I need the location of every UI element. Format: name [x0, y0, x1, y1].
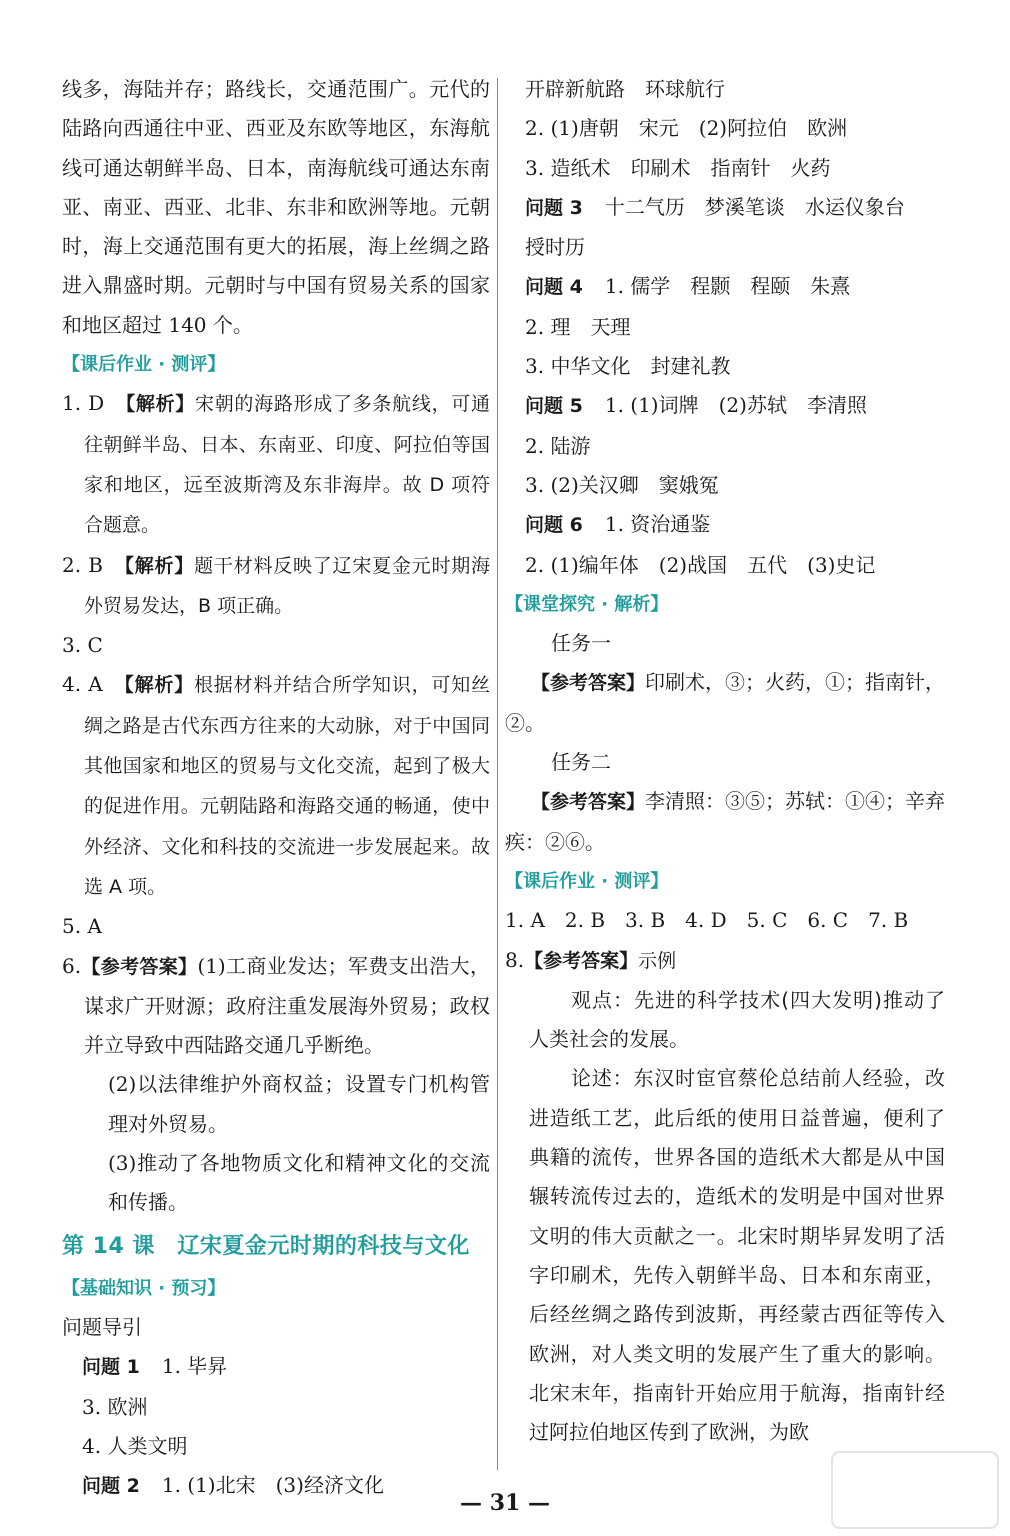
problem-3: 问题 3 十二气历 梦溪笔谈 水运仪象台: [525, 194, 905, 219]
problem-4-item2: 2. 理 天理: [525, 314, 631, 339]
problem-1: 问题 1 1. 毕昇: [82, 1354, 228, 1379]
intro-paragraph: 线多，海陆并存；路线长，交通范围广。元代的陆路向西通往中亚、西亚及东欧等地区，东海航线可通达朝鲜半岛、日本，南海航线可通达东南亚、南亚、西亚、北非、东非和欧洲等地。元朝时，海上交通范围有更大的拓展，海上丝绸之路进入鼎盛时期。元朝时与中国有贸易关系的国家和地区超过 140 个。: [62, 77, 490, 337]
problem-2-item3: 3. 造纸术 印刷术 指南针 火药: [525, 155, 831, 180]
answer-8-argument: 论述：东汉时宦官蔡伦总结前人经验，改进造纸工艺，此后纸的使用日益普遍，便利了典籍的流传，世界各国的造纸术大都是从中国辗转流传过去的，造纸术的发明是中国对世界文明的伟大贡献之一。北宋时期毕昇发明了活字印刷术，先传入朝鲜半岛、日本和东南亚，后经丝绸之路传到波斯，再经蒙古西征等传入欧洲，对人类文明的发展产生了重大的影响。北宋末年，指南针开始应用于航海，指南针经过阿拉伯地区传到了欧洲，为欧: [529, 1066, 945, 1445]
problem-4-item3: 3. 中华文化 封建礼教: [525, 354, 731, 379]
right-column: [505, 70, 945, 1452]
problem-5-item2: 2. 陆游: [525, 433, 591, 458]
answer-2: 2. B 【解析】题干材料反映了辽宋夏金元时期海外贸易发达，B 项正确。: [62, 552, 490, 617]
problem-5: 问题 5 1. (1)词牌 (2)苏轼 李清照: [525, 393, 867, 418]
section-basic-preview: 【基础知识 · 预习】: [62, 1277, 226, 1299]
answer-3: 3. C: [62, 633, 103, 658]
left-column: [62, 70, 490, 1506]
problem-1-item4: 4. 人类文明: [82, 1433, 188, 1458]
lesson-title: 第 14 课 辽宋夏金元时期的科技与文化: [62, 1233, 470, 1259]
guide-heading: 问题导引: [62, 1314, 142, 1339]
column-divider: [497, 78, 498, 1470]
answer-6-part3: (3)推动了各地物质文化和精神文化的交流和传播。: [108, 1151, 490, 1215]
section-homework-eval: 【课后作业 · 测评】: [62, 354, 226, 376]
section-homework-eval-2: 【课后作业 · 测评】: [505, 870, 669, 892]
problem-5-item3: 3. (2)关汉卿 窦娥冤: [525, 472, 719, 497]
answer-1: 1. D 【解析】宋朝的海路形成了多条航线，可通往朝鲜半岛、日本、东南亚、印度、阿拉伯等国家和地区，远至波斯湾及东非海岸。故 D 项符合题意。: [62, 391, 490, 537]
problem-2: 问题 2 1. (1)北宋 (3)经济文化: [82, 1473, 384, 1498]
multiple-choice-answers: 1. A 2. B 3. B 4. D 5. C 6. C 7. B: [505, 908, 909, 933]
problem-1-item3: 3. 欧洲: [82, 1394, 148, 1419]
problem-6: 问题 6 1. 资治通鉴: [525, 512, 711, 537]
answer-6-part2: (2)以法律维护外商权益；设置专门机构管理对外贸易。: [108, 1072, 490, 1136]
task-1-answer: 【参考答案】印刷术，③；火药，①；指南针，②。: [505, 670, 946, 735]
watermark-logo: [830, 1450, 1000, 1530]
problem-6-item2: 2. (1)编年体 (2)战国 五代 (3)史记: [525, 552, 876, 577]
task-2-answer: 【参考答案】李清照：③⑤；苏轼：①④；辛弃疾：②⑥。: [505, 789, 946, 854]
answer-4: 4. A 【解析】根据材料并结合所学知识，可知丝绸之路是古代东西方往来的大动脉，对于中国同其他国家和地区的贸易与文化交流，起到了极大的促进作用。元朝陆路和海路交通的畅通，使中外经济、文化和科技的交流进一步发展起来。故选 A 项。: [62, 672, 491, 898]
page-number: — 31 —: [460, 1490, 550, 1516]
problem-2-item2: 2. (1)唐朝 宋元 (2)阿拉伯 欧洲: [525, 116, 848, 141]
answer-6: 6.【参考答案】(1)工商业发达；军费支出浩大，谋求广开财源；政府注重发展海外贸易；政权并立导致中西陆路交通几乎断绝。: [62, 953, 490, 1058]
problem-4: 问题 4 1. 儒学 程颢 程颐 朱熹: [525, 274, 851, 299]
task-2-heading: 任务二: [551, 750, 611, 775]
answer-5: 5. A: [62, 914, 102, 939]
problem-3-cont: 授时历: [525, 235, 585, 260]
answer-8-viewpoint: 观点：先进的科学技术(四大发明)推动了人类社会的发展。: [529, 987, 945, 1052]
answer-8: 8.【参考答案】示例: [505, 947, 677, 972]
problem-2-cont: 开辟新航路 环球航行: [525, 77, 725, 101]
task-1-heading: 任务一: [551, 631, 611, 656]
section-class-explore: 【课堂探究 · 解析】: [505, 593, 669, 615]
